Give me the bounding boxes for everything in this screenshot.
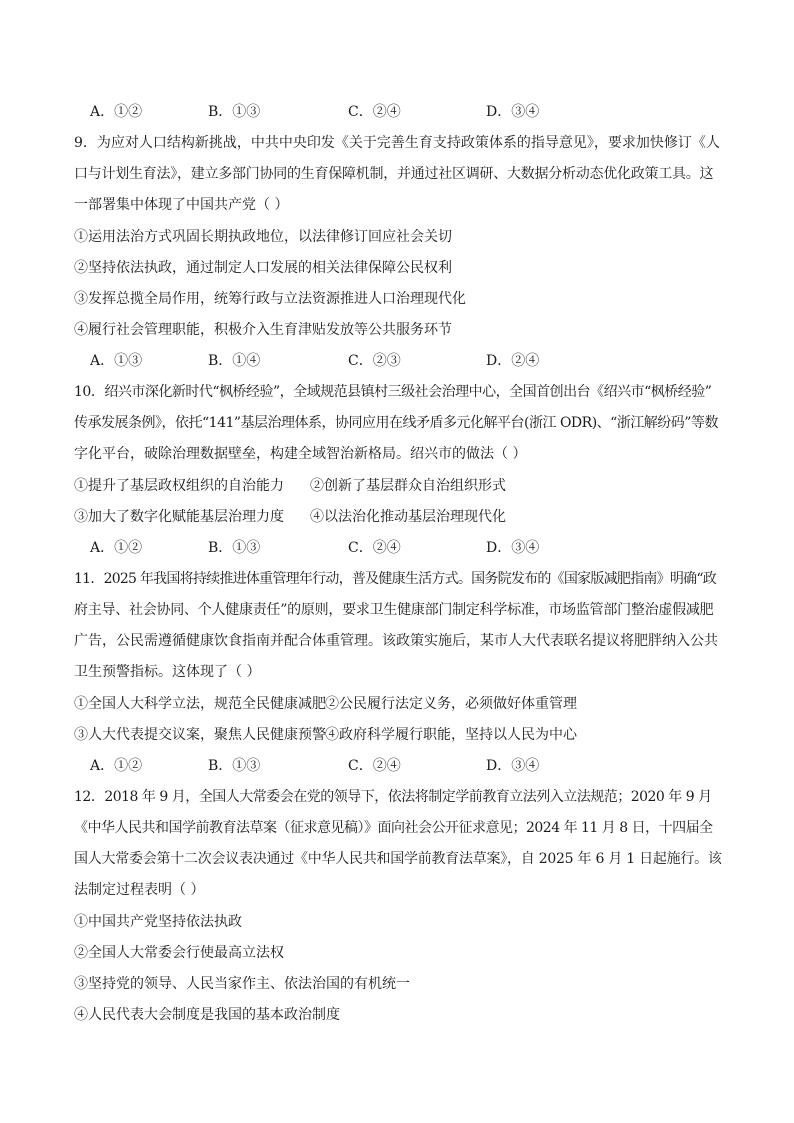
q12-stem-line-1: 12．2018 年 9 月，全国人大常委会在党的领导下，依法将制定学前教育立法列入立法规范；2020 年 9 月 bbox=[74, 789, 712, 805]
q12-stem-line-3: 国人大常委会第十二次会议表决通过《中华人民共和国学前教育法草案》，自 2025 年 6 月 1 日起施行。该 bbox=[74, 851, 722, 867]
q8-option-a[interactable]: A．①② bbox=[90, 104, 143, 120]
q11-item-2: ②公民履行法定义务，必须做好体重管理 bbox=[325, 696, 577, 712]
q10-item-3: ③加大了数字化赋能基层治理力度 bbox=[74, 509, 284, 525]
q12-item-4: ④人民代表大会制度是我国的基本政治制度 bbox=[74, 1007, 340, 1023]
q11-stem-line-2: 府主导、社会协同、个人健康责任”的原则，要求卫生健康部门制定科学标准，市场监管部门整治虚假减肥 bbox=[74, 602, 714, 618]
q9-item-3: ③发挥总揽全局作用，统筹行政与立法资源推进人口治理现代化 bbox=[74, 291, 466, 307]
q10-option-d[interactable]: D．③④ bbox=[486, 540, 540, 556]
q12-stem-line-2: 《中华人民共和国学前教育法草案（征求意见稿）》面向社会公开征求意见；2024 年 11 月 8 日，十四届全 bbox=[74, 820, 713, 836]
q9-option-d[interactable]: D．②④ bbox=[486, 353, 540, 369]
q8-option-c[interactable]: C．②④ bbox=[348, 104, 401, 120]
q8-option-b[interactable]: B．①③ bbox=[208, 104, 261, 120]
q11-stem-line-3: 广告，公民需遵循健康饮食指南并配合体重管理。该政策实施后，某市人大代表联名提议将肥胖纳入公共 bbox=[74, 633, 718, 649]
q10-option-a[interactable]: A．①② bbox=[90, 540, 143, 556]
q9-stem-line-1: 9．为应对人口结构新挑战，中共中央印发《关于完善生育支持政策体系的指导意见》，要求加快修订《人 bbox=[74, 135, 720, 151]
q11-option-c[interactable]: C．②④ bbox=[348, 758, 401, 774]
q11-item-4: ④政府科学履行职能，坚持以人民为中心 bbox=[325, 727, 577, 743]
q10-stem-line-3: 字化平台，破除治理数据壁垒，构建全域智治新格局。绍兴市的做法（ ） bbox=[74, 446, 527, 462]
q10-option-c[interactable]: C．②④ bbox=[348, 540, 401, 556]
q8-option-d[interactable]: D．③④ bbox=[486, 104, 540, 120]
q11-option-d[interactable]: D．③④ bbox=[486, 758, 540, 774]
q10-item-1: ①提升了基层政权组织的自治能力 bbox=[74, 478, 284, 494]
q9-item-4: ④履行社会管理职能，积极介入生育津贴发放等公共服务环节 bbox=[74, 322, 452, 338]
q9-stem-line-3: 一部署集中体现了中国共产党（ ） bbox=[74, 197, 289, 213]
q9-option-a[interactable]: A．①③ bbox=[90, 353, 143, 369]
q10-stem-line-2: 传承发展条例》，依托“141”基层治理体系，协同应用在线矛盾多元化解平台(浙江 ODR)、“浙江解纷码”等数 bbox=[74, 415, 718, 431]
q9-option-c[interactable]: C．②③ bbox=[348, 353, 401, 369]
q10-item-2: ②创新了基层群众自治组织形式 bbox=[310, 478, 506, 494]
q12-item-2: ②全国人大常委会行使最高立法权 bbox=[74, 945, 284, 961]
q10-option-b[interactable]: B．①③ bbox=[208, 540, 261, 556]
q11-stem-line-1: 11．2025 年我国将持续推进体重管理年行动，普及健康生活方式。国务院发布的《国家版减肥指南》明确“政 bbox=[74, 571, 717, 587]
q12-item-3: ③坚持党的领导、人民当家作主、依法治国的有机统一 bbox=[74, 976, 410, 992]
q12-item-1: ①中国共产党坚持依法执政 bbox=[74, 914, 242, 930]
q9-item-1: ①运用法治方式巩固长期执政地位，以法律修订回应社会关切 bbox=[74, 229, 452, 245]
q10-item-4: ④以法治化推动基层治理现代化 bbox=[310, 509, 506, 525]
q11-item-3: ③人大代表提交议案，聚焦人民健康预警 bbox=[74, 727, 326, 743]
q9-item-2: ②坚持依法执政，通过制定人口发展的相关法律保障公民权利 bbox=[74, 260, 452, 276]
q11-option-a[interactable]: A．①② bbox=[90, 758, 143, 774]
q9-option-b[interactable]: B．①④ bbox=[208, 353, 261, 369]
q10-stem-line-1: 10．绍兴市深化新时代“枫桥经验”，全域规范县镇村三级社会治理中心，全国首创出台《绍兴市“枫桥经验” bbox=[74, 384, 712, 400]
q11-option-b[interactable]: B．①③ bbox=[208, 758, 261, 774]
q11-stem-line-4: 卫生预警指标。这体现了（ ） bbox=[74, 664, 261, 680]
q11-item-1: ①全国人大科学立法，规范全民健康减肥 bbox=[74, 696, 326, 712]
q9-stem-line-2: 口与计划生育法》，建立多部门协同的生育保障机制，并通过社区调研、大数据分析动态优化政策工具。这 bbox=[74, 166, 714, 182]
q12-stem-line-4: 法制定过程表明（ ） bbox=[74, 882, 205, 898]
